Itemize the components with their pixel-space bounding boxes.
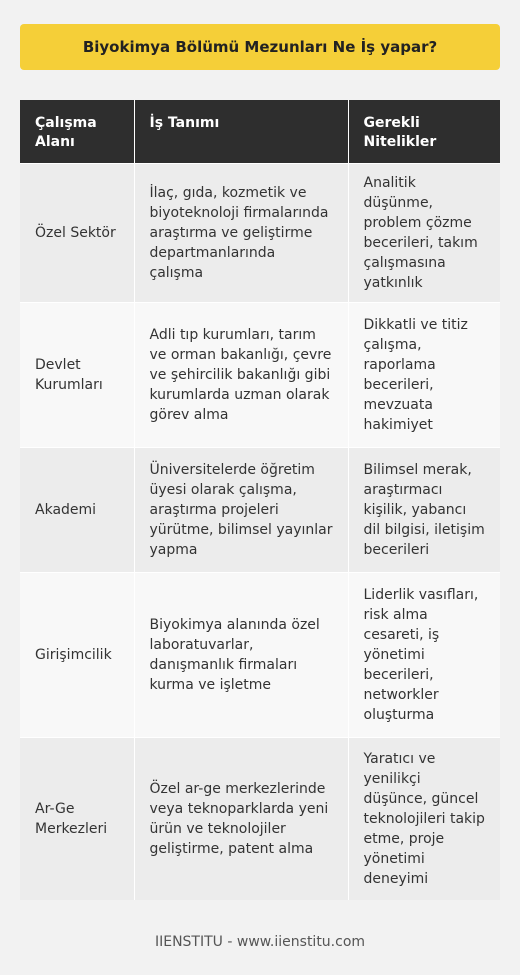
- cell-area: Özel Sektör: [20, 164, 134, 303]
- cell-qualifications: Bilimsel merak, araştırmacı kişilik, yabancı dil bilgisi, iletişim becerileri: [348, 448, 500, 573]
- cell-qualifications: Yaratıcı ve yenilikçi düşünce, güncel teknolojileri takip etme, proje yönetimi deneyimi: [348, 738, 500, 900]
- cell-area: Akademi: [20, 448, 134, 573]
- title-banner: [20, 24, 500, 70]
- page-title: Biyokimya Bölümü Mezunları Ne İş yapar?: [82, 38, 438, 56]
- table-row: [20, 164, 500, 303]
- cell-area: Ar-Ge Merkezleri: [20, 738, 134, 900]
- column-header-area: Çalışma Alanı: [20, 100, 134, 164]
- table-row: [20, 738, 500, 900]
- table-header-row: [20, 100, 500, 164]
- cell-description: Üniversitelerde öğretim üyesi olarak çalışma, araştırma projeleri yürütme, bilimsel yayınlar yapma: [134, 448, 348, 573]
- column-header-qualifications: Gerekli Nitelikler: [348, 100, 500, 164]
- table-row: [20, 448, 500, 573]
- cell-area: Girişimcilik: [20, 573, 134, 738]
- table-row: [20, 573, 500, 738]
- cell-description: Adli tıp kurumları, tarım ve orman bakanlığı, çevre ve şehircilik bakanlığı gibi kurumlarda uzman olarak görev alma: [134, 303, 348, 448]
- footer-credit: IIENSTITU - www.iienstitu.com: [154, 934, 366, 950]
- cell-description: Biyokimya alanında özel laboratuvarlar, danışmanlık firmaları kurma ve işletme: [134, 573, 348, 738]
- cell-qualifications: Liderlik vasıfları, risk alma cesareti, iş yönetimi becerileri, networkler oluşturma: [348, 573, 500, 738]
- cell-description: Özel ar-ge merkezlerinde veya teknoparklarda yeni ürün ve teknolojiler geliştirme, patent alma: [134, 738, 348, 900]
- table-row: [20, 303, 500, 448]
- info-table: [20, 100, 500, 900]
- cell-qualifications: Analitik düşünme, problem çözme becerileri, takım çalışmasına yatkınlık: [348, 164, 500, 303]
- cell-description: İlaç, gıda, kozmetik ve biyoteknoloji firmalarında araştırma ve geliştirme departmanlarında çalışma: [134, 164, 348, 303]
- cell-qualifications: Dikkatli ve titiz çalışma, raporlama becerileri, mevzuata hakimiyet: [348, 303, 500, 448]
- cell-area: Devlet Kurumları: [20, 303, 134, 448]
- column-header-description: İş Tanımı: [134, 100, 348, 164]
